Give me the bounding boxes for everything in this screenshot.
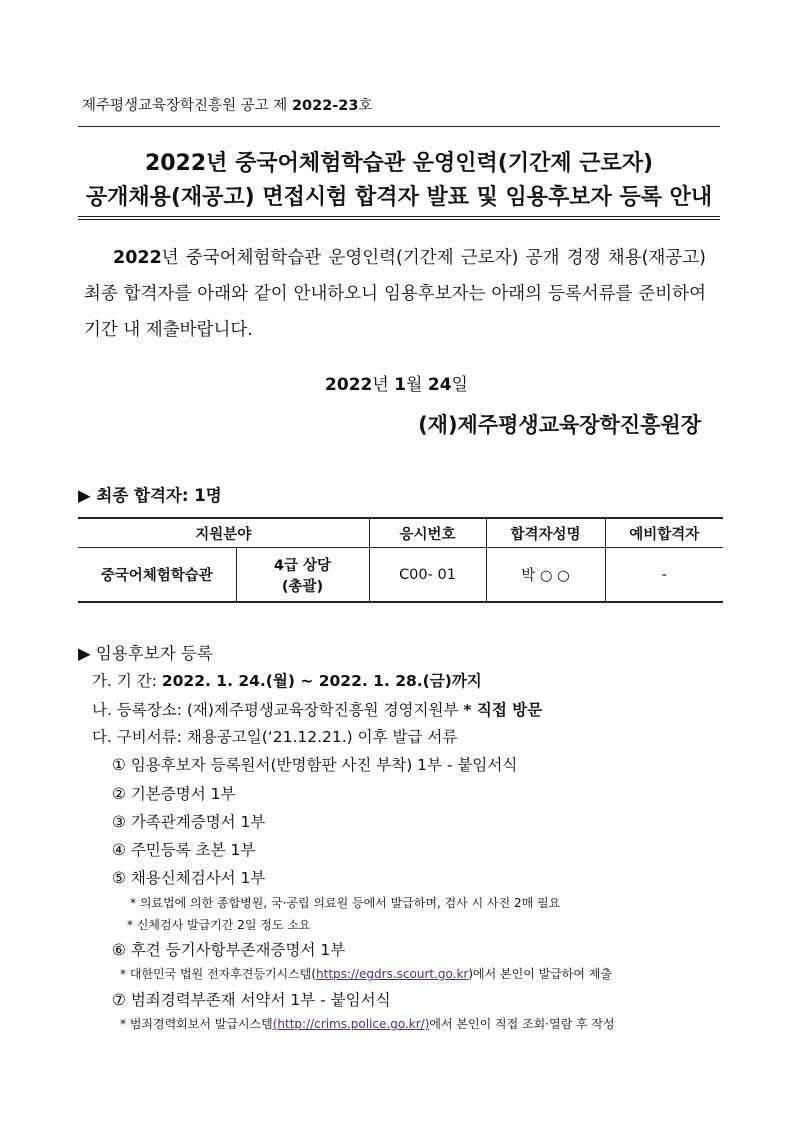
grade-line-1: 4급 상당 — [273, 557, 332, 574]
intro-paragraph — [84, 240, 706, 348]
header-reserve: 예비합격자 — [605, 518, 723, 548]
registration-heading-text: ▶ 임용후보자 등록 — [78, 644, 213, 663]
doc-item-2: ② 기본증명서 1부 — [112, 785, 236, 803]
place-value: (재)제주평생교육장학진흥원 경영지원부 — [186, 701, 464, 719]
note7-pre: * 범죄경력회보서 발급시스템 — [120, 1017, 273, 1031]
header-name: 합격자성명 — [486, 518, 605, 548]
place-label: 나. 등록장소: — [92, 701, 187, 719]
intro-year: 2022 — [113, 248, 162, 268]
cell-field: 중국어체험학습관 — [78, 548, 236, 603]
result-table — [78, 517, 723, 603]
table-header-row — [78, 518, 723, 548]
cell-grade — [236, 548, 369, 603]
doc-item-4: ④ 주민등록 초본 1부 — [112, 841, 256, 859]
intro-text: 년 중국어체험학습관 운영인력(기간제 근로자) 공개 경쟁 채용(재공고) 최종 합격자를 아래와 같이 안내하오니 임용후보자는 아래의 등록서류를 준비하여 기간 내 제출바랍니다. — [84, 248, 706, 340]
guardianship-note — [120, 965, 612, 982]
egdrs-link[interactable]: https://egdrs.scourt.go.kr — [316, 967, 469, 981]
date-year-unit: 년 — [372, 375, 395, 395]
date-year: 2022 — [325, 375, 373, 395]
date-month: 1 — [394, 375, 407, 395]
grade-line-2: (총괄) — [281, 578, 324, 595]
title-line-1: 2022년 중국어체험학습관 운영인력(기간제 근로자) — [144, 151, 654, 176]
doc-item-3: ③ 가족관계증명서 1부 — [112, 813, 266, 831]
doc-item-6: ⑥ 후견 등기사항부존재증명서 1부 — [112, 941, 346, 959]
title-line-2: 공개채용(재공고) 면접시험 합격자 발표 및 임용후보자 등록 안내 — [85, 185, 713, 210]
medical-note-2: * 신체검사 발급기간 2일 정도 소요 — [127, 918, 311, 932]
place-note: * 직접 방문 — [463, 701, 543, 719]
header-exam-no: 응시번호 — [369, 518, 486, 548]
cell-reserve: - — [605, 548, 723, 603]
cell-name: 박 ○ ○ — [486, 548, 605, 603]
date-day: 24 — [427, 375, 452, 395]
note6-pre: * 대한민국 법원 전자후견등기시스템( — [120, 967, 317, 981]
note6-post: )에서 본인이 발급하여 제출 — [468, 967, 612, 981]
registration-place — [92, 698, 542, 720]
notice-number-value: 2022-23 — [291, 98, 359, 114]
note7-post: 에서 본인이 직접 조회·열람 후 작성 — [429, 1017, 615, 1031]
announcement-date — [0, 370, 793, 395]
cell-exam-no: C00- 01 — [369, 548, 486, 603]
registration-period — [92, 669, 482, 691]
registration-heading — [78, 640, 213, 664]
medical-note-1: * 의료법에 의한 종합병원, 국·공립 의료원 등에서 발급하며, 검사 시 사진 2매 필요 — [130, 896, 561, 910]
crims-link[interactable]: (http://crims.police.go.kr/) — [272, 1017, 430, 1031]
period-label: 가. 기 간: — [92, 672, 162, 690]
date-month-unit: 월 — [406, 375, 428, 395]
table-row — [78, 548, 723, 603]
docs-label: 다. 구비서류: — [92, 728, 187, 746]
doc-item-1: ① 임용후보자 등록원서(반명함판 사진 부착) 1부 - 붙임서식 — [112, 756, 518, 774]
doc-item-7: ⑦ 범죄경력부존재 서약서 1부 - 붙임서식 — [112, 991, 391, 1009]
top-divider — [78, 126, 720, 127]
period-value: 2022. 1. 24.(월) ~ 2022. 1. 28.(금)까지 — [161, 672, 482, 690]
doc-item-5: ⑤ 채용신체검사서 1부 — [112, 869, 266, 887]
notice-suffix: 호 — [358, 98, 373, 114]
registration-docs — [92, 725, 457, 747]
final-section-heading: ▶ 최종 합격자: 1명 — [78, 486, 222, 505]
notice-number — [82, 94, 373, 115]
notice-prefix: 제주평생교육장학진흥원 공고 제 — [82, 98, 292, 114]
criminal-record-note — [120, 1015, 615, 1032]
header-field: 지원분야 — [78, 518, 369, 548]
organization-name: (재)제주평생교육장학진흥원장 — [418, 413, 701, 437]
date-day-unit: 일 — [451, 375, 468, 395]
docs-value: 채용공고일(‘21.12.21.) 이후 발급 서류 — [186, 728, 458, 746]
title-divider — [78, 216, 720, 220]
